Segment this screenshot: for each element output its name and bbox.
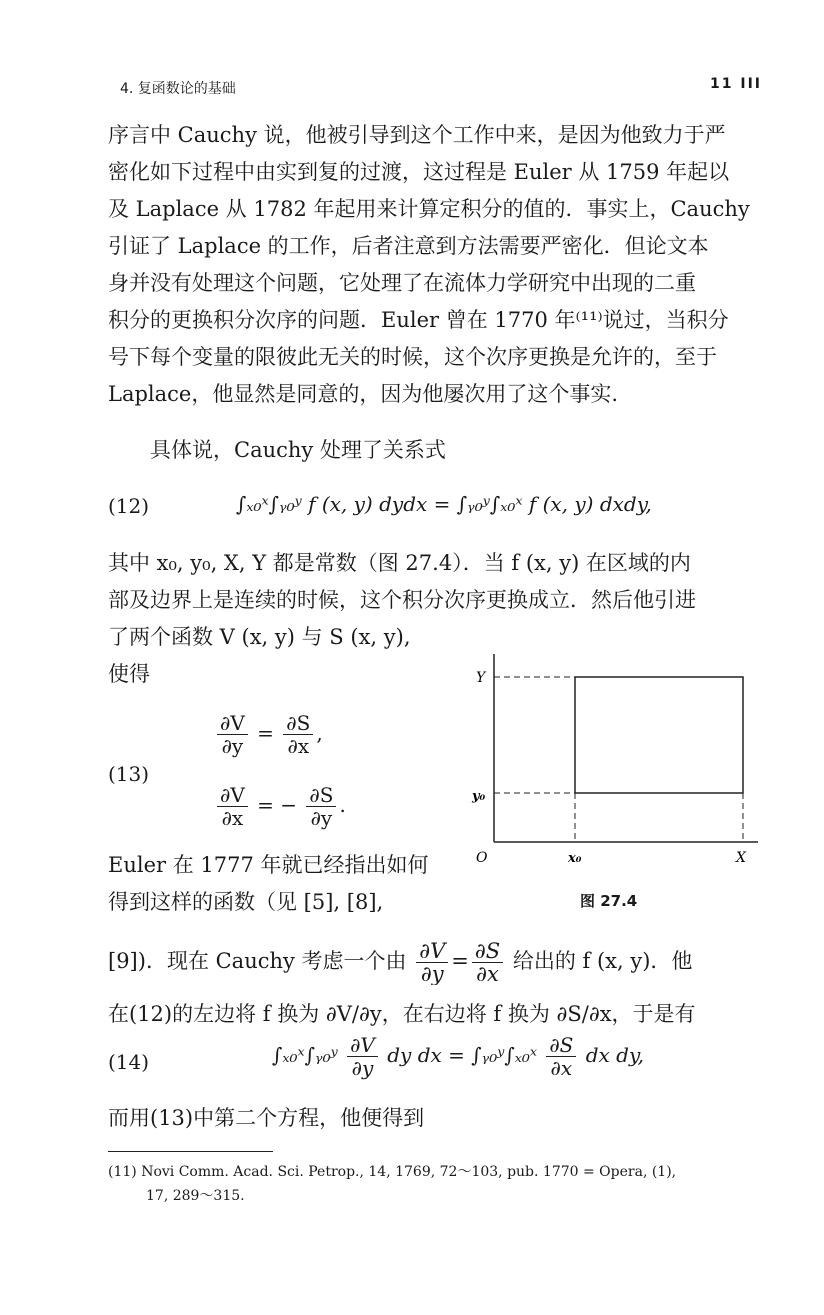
- numerator: ∂V: [217, 784, 248, 807]
- equation-13-row-1: [214, 712, 323, 757]
- footnote-divider: [108, 1151, 273, 1152]
- text-segment: [9])．现在 Cauchy 考虑一个由: [108, 949, 407, 973]
- integral-signs: ∫ₓ₀ˣ∫ᵧ₀ʸ: [272, 1043, 338, 1067]
- fraction: [217, 784, 248, 829]
- label-Y: Y: [476, 670, 486, 686]
- equation-12: ∫ₓ₀ˣ∫ᵧ₀ʸ f (x, y) dydx = ∫ᵧ₀ʸ∫ₓ₀ˣ f (x, y) dxdy,: [236, 492, 652, 516]
- paragraph-5: [108, 940, 776, 985]
- equation-number-13: (13): [108, 762, 150, 786]
- text-line: 具体说，Cauchy 处理了关系式: [150, 438, 446, 462]
- integration-region: [575, 677, 743, 793]
- label-origin: O: [476, 850, 488, 866]
- running-header: [108, 74, 768, 100]
- denominator: ∂x: [221, 806, 244, 830]
- text-line: 密化如下过程中由实到复的过渡，这过程是 Euler 从 1759 年起以: [108, 160, 730, 184]
- denominator: ∂x: [287, 734, 310, 758]
- punctuation: .: [339, 793, 346, 817]
- text-segment: dy dx = ∫ᵧ₀ʸ∫ₓ₀ˣ: [387, 1043, 537, 1067]
- text-line: 使得: [108, 662, 150, 686]
- text-line: 引证了 Laplace 的工作，后者注意到方法需要严密化．但论文本: [108, 234, 709, 258]
- footnote-line: (11) Novi Comm. Acad. Sci. Petrop., 14, 1769, 72～103, pub. 1770 = Opera, (1),: [108, 1164, 677, 1180]
- text-line: 积分的更换积分次序的问题．Euler 曾在 1770 年⁽¹¹⁾说过，当积分: [108, 308, 729, 332]
- paragraph-5-cont: [108, 996, 776, 1033]
- text-segment: dx dy,: [585, 1043, 644, 1067]
- text-line: 序言中 Cauchy 说，他被引导到这个工作中来，是因为他致力于严: [108, 123, 726, 147]
- fraction: [283, 712, 313, 757]
- figure-27-4: [462, 650, 762, 870]
- section-title: 4. 复函数论的基础: [120, 81, 236, 97]
- footnote-line: 17, 289～315.: [146, 1188, 245, 1204]
- figure-caption: 图 27.4: [580, 892, 638, 910]
- fraction: [416, 940, 448, 985]
- denominator: ∂y: [351, 1056, 374, 1080]
- text-line: 身并没有处理这个问题，它处理了在流体力学研究中出现的二重: [108, 271, 696, 295]
- page-number: 11 III: [710, 76, 762, 92]
- footnote-11: [108, 1160, 778, 1208]
- text-line: [108, 940, 776, 985]
- text-segment: 给出的 f (x, y)．他: [512, 949, 693, 973]
- text-line: 号下每个变量的限彼此无关的时候，这个次序更换是允许的，至于: [108, 345, 717, 369]
- text-line: 其中 x₀, y₀, X, Y 都是常数（图 27.4）．当 f (x, y) 在区域的内: [108, 551, 691, 575]
- punctuation: ,: [316, 721, 323, 745]
- label-y0: y₀: [472, 789, 486, 804]
- text-line: 而用(13)中第二个方程，他便得到: [108, 1106, 425, 1130]
- fraction: [472, 940, 503, 985]
- text-line: Laplace，他显然是同意的，因为他屡次用了这个事实.: [108, 382, 619, 406]
- denominator: ∂x: [476, 962, 499, 985]
- text-line: Euler 在 1777 年就已经指出如何: [108, 853, 429, 877]
- fraction: [347, 1034, 378, 1079]
- equation-number-12: (12): [108, 494, 150, 518]
- fraction: [546, 1034, 576, 1079]
- denominator: ∂y: [310, 806, 333, 830]
- numerator: ∂S: [306, 784, 336, 807]
- denominator: ∂x: [550, 1056, 573, 1080]
- numerator: ∂S: [283, 712, 313, 735]
- numerator: ∂V: [217, 712, 248, 735]
- fraction: [217, 712, 248, 757]
- operator: =: [257, 721, 274, 745]
- operator: =: [451, 949, 469, 973]
- denominator: ∂y: [420, 962, 444, 985]
- paragraph-2: [108, 432, 776, 469]
- numerator: ∂V: [416, 940, 448, 963]
- equation-14: [272, 1034, 644, 1079]
- paragraph-1: [108, 117, 776, 413]
- text-line: 部及边界上是连续的时候，这个积分次序更换成立．然后他引进: [108, 588, 696, 612]
- numerator: ∂S: [472, 940, 503, 963]
- numerator: ∂V: [347, 1034, 378, 1057]
- denominator: ∂y: [221, 734, 244, 758]
- paragraph-4: [108, 847, 453, 921]
- equation-number-14: (14): [108, 1050, 150, 1074]
- label-X: X: [736, 850, 746, 866]
- label-x0: x₀: [568, 851, 582, 866]
- text-line: 了两个函数 V (x, y) 与 S (x, y),: [108, 625, 411, 649]
- equation-13-row-2: [214, 784, 346, 829]
- fraction: [306, 784, 336, 829]
- text-line: 在(12)的左边将 f 换为 ∂V/∂y，在右边将 f 换为 ∂S/∂x，于是有: [108, 1002, 696, 1026]
- paragraph-6: [108, 1100, 776, 1137]
- text-line: 及 Laplace 从 1782 年起用来计算定积分的值的．事实上，Cauchy: [108, 197, 750, 221]
- text-line: 得到这样的函数（见 [5], [8],: [108, 890, 384, 914]
- numerator: ∂S: [546, 1034, 576, 1057]
- operator: = −: [257, 793, 298, 817]
